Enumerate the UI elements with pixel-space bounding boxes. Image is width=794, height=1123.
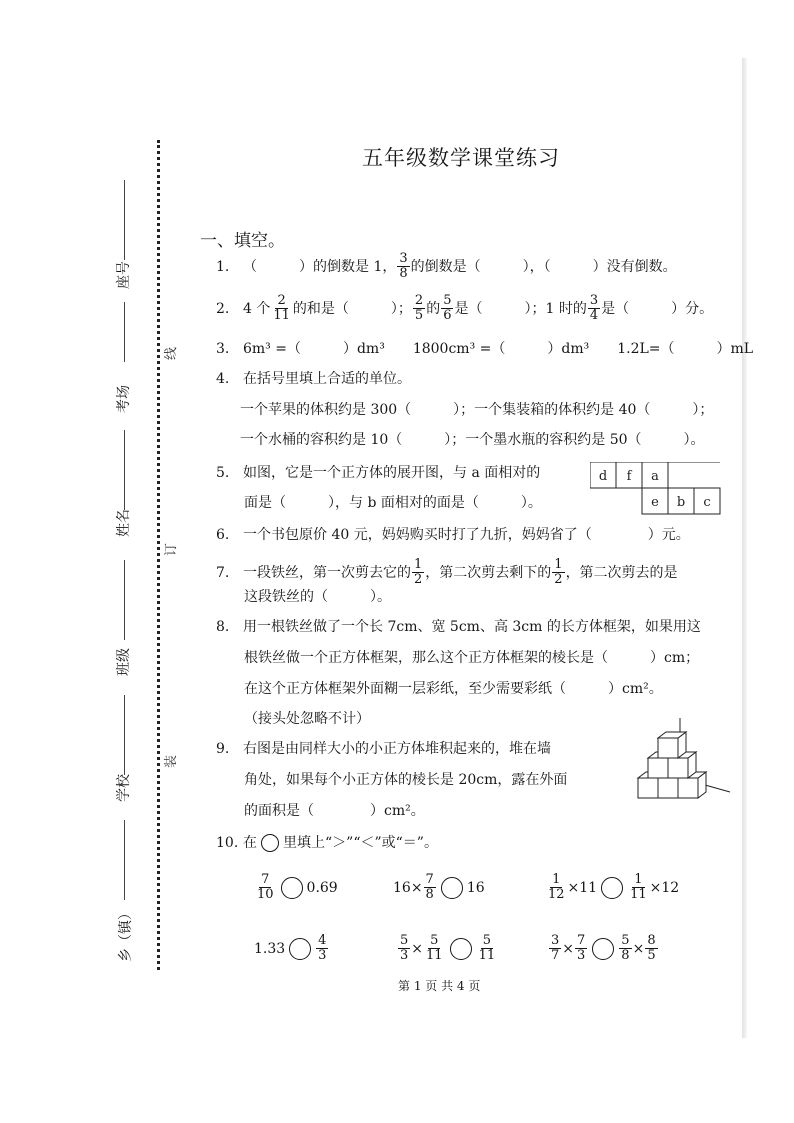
page-footer: 第 1 页 共 4 页 — [398, 979, 481, 993]
cube-net-figure — [590, 462, 726, 516]
compare-item-5: $\frac{5}{3}$ × $\frac{5}{11}$ $\frac{5}{11}$ — [400, 933, 496, 964]
question-number: 8. — [216, 619, 230, 635]
compare-circle-icon[interactable] — [592, 938, 614, 960]
question-8-line-4: （接头处忽略不计） — [244, 711, 370, 727]
fraction: $\frac{7}{10}$ — [257, 872, 274, 903]
net-label-e: e — [651, 495, 659, 510]
net-label-f: f — [626, 469, 632, 484]
class-label: 班级 — [116, 648, 132, 676]
section-one-heading: 一、填空。 — [200, 231, 285, 251]
question-number: 3. — [216, 341, 230, 357]
township-label: 乡（镇） — [118, 906, 134, 962]
compare-circle-icon[interactable] — [450, 938, 472, 960]
fraction: $\frac{5}{3}$ — [400, 933, 409, 964]
name-line — [124, 430, 125, 510]
fraction: $\frac{5}{11}$ — [478, 933, 496, 964]
question-4-line-2: 一个水桶的容积约是 10（ ）；一个墨水瓶的容积约是 50（ ）。 — [240, 432, 705, 448]
exam-room-label: 考场 — [116, 385, 132, 413]
compare-item-4: 1.33 $\frac{4}{3}$ — [254, 933, 327, 964]
school-label: 学校 — [116, 774, 132, 802]
question-5: 5. 如图，它是一个正方体的展开图，与 a 面相对的 — [216, 465, 541, 481]
compare-item-3: $\frac{1}{12}$ ×11 $\frac{1}{11}$ ×12 — [548, 872, 680, 903]
fraction: $\frac{1}{12}$ — [548, 872, 565, 903]
question-8: 8. 用一根铁丝做了一个长 7cm、宽 5cm、高 3cm 的长方体框架，如果用这 — [216, 619, 701, 635]
question-2: 2. 4 个 $\frac{2}{11}$ 的和是（ ）； $\frac{2}{5}$ 的 $\frac{5}{6}$ 是（ ）；1 时的 $\frac{3}{4}$ 是（ ）分。 — [216, 293, 714, 324]
question-7-line-2: 这段铁丝的（ ）。 — [244, 589, 391, 605]
question-number: 9. — [216, 741, 230, 757]
question-3: 3. 6m³ =（ ）dm³ 1800cm³ =（ ）dm³ 1.2L=（ ）mL — [216, 341, 754, 357]
question-4-line-1: 一个苹果的体积约是 300（ ）；一个集装箱的体积约是 40（ ）； — [240, 402, 714, 418]
question-number: 5. — [216, 465, 230, 481]
question-8-line-3: 在这个正方体框架外面糊一层彩纸，至少需要彩纸（ ）cm²。 — [244, 681, 663, 697]
question-6: 6. 一个书包原价 40 元，妈妈购买时打了九折，妈妈省了（ ）元。 — [216, 527, 690, 543]
net-label-c: c — [703, 495, 711, 510]
bind-zhuang-char: 装 — [164, 754, 180, 769]
compare-circle-icon[interactable] — [441, 877, 463, 899]
exam-room-line — [124, 302, 125, 362]
compare-circle-icon — [261, 834, 279, 852]
question-9-line-2: 角处，如果每个小正方体的棱长是 20cm，露在外面 — [244, 772, 568, 788]
question-1: 1. （ ）的倒数是 1， $\frac{3}{8}$ 的倒数是（ ），（ ）没有倒数。 — [216, 251, 677, 282]
net-label-d: d — [598, 469, 608, 484]
question-10: 10. 在 里填上“＞”“＜”或“＝”。 — [216, 835, 438, 851]
seat-label: 座号 — [116, 261, 132, 289]
question-7: 7. 一段铁丝，第一次剪去它的 $\frac{1}{2}$ ，第二次剪去剩下的 $\frac{1}{2}$ ，第二次剪去的是 — [216, 557, 678, 588]
stacked-cubes-figure — [634, 718, 734, 808]
question-9: 9. 右图是由同样大小的小正方体堆积起来的，堆在墙 — [216, 741, 551, 757]
fraction: $\frac{7}{8}$ — [425, 872, 434, 903]
township-line — [124, 820, 125, 900]
seat-line — [124, 180, 125, 260]
fraction: $\frac{3}{7}$ — [551, 933, 560, 964]
fraction: $\frac{1}{2}$ — [554, 557, 563, 588]
bind-line-char: 线 — [164, 346, 180, 361]
bind-ding-char: 订 — [164, 542, 180, 557]
fraction: $\frac{2}{11}$ — [273, 293, 290, 324]
compare-item-1: $\frac{7}{10}$ 0.69 — [257, 872, 338, 903]
fraction: $\frac{3}{4}$ — [589, 293, 599, 324]
compare-circle-icon[interactable] — [289, 938, 311, 960]
question-9-line-3: 的面积是（ ）cm²。 — [244, 803, 425, 819]
class-line — [124, 560, 125, 640]
question-number: 2. — [216, 300, 230, 317]
compare-circle-icon[interactable] — [281, 877, 303, 899]
school-line — [124, 695, 125, 775]
question-8-line-2: 根铁丝做一个正方体框架，那么这个正方体框架的棱长是（ ）cm； — [244, 650, 700, 666]
fraction: $\frac{5}{8}$ — [621, 933, 630, 964]
compare-item-2: 16× $\frac{7}{8}$ 16 — [393, 872, 485, 903]
compare-item-6: $\frac{3}{7}$ × $\frac{7}{3}$ $\frac{5}{8}$ × $\frac{8}{5}$ — [551, 933, 656, 964]
fraction: $\frac{4}{3}$ — [318, 933, 327, 964]
fraction: $\frac{1}{11}$ — [630, 872, 647, 903]
question-5-line-2: 面是（ ），与 b 面相对的面是（ ）。 — [244, 495, 542, 511]
question-number: 1. — [216, 258, 230, 275]
net-label-a: a — [651, 469, 659, 484]
question-number: 4. — [216, 371, 230, 387]
fraction: $\frac{8}{5}$ — [647, 933, 656, 964]
fraction: $\frac{7}{3}$ — [577, 933, 586, 964]
question-number: 10. — [216, 835, 239, 851]
paper-edge — [742, 58, 747, 1038]
fraction: $\frac{3}{8}$ — [399, 251, 408, 282]
net-label-b: b — [676, 495, 686, 510]
name-label: 姓名 — [116, 509, 132, 537]
fraction: $\frac{5}{11}$ — [426, 933, 443, 964]
question-number: 7. — [216, 564, 230, 581]
compare-circle-icon[interactable] — [601, 877, 623, 899]
fraction: $\frac{2}{5}$ — [414, 293, 424, 324]
fraction: $\frac{1}{2}$ — [414, 557, 423, 588]
question-4: 4. 在括号里填上合适的单位。 — [216, 371, 411, 387]
page-title: 五年级数学课堂练习 — [362, 146, 560, 170]
fraction: $\frac{5}{6}$ — [443, 293, 452, 324]
question-number: 6. — [216, 527, 230, 543]
